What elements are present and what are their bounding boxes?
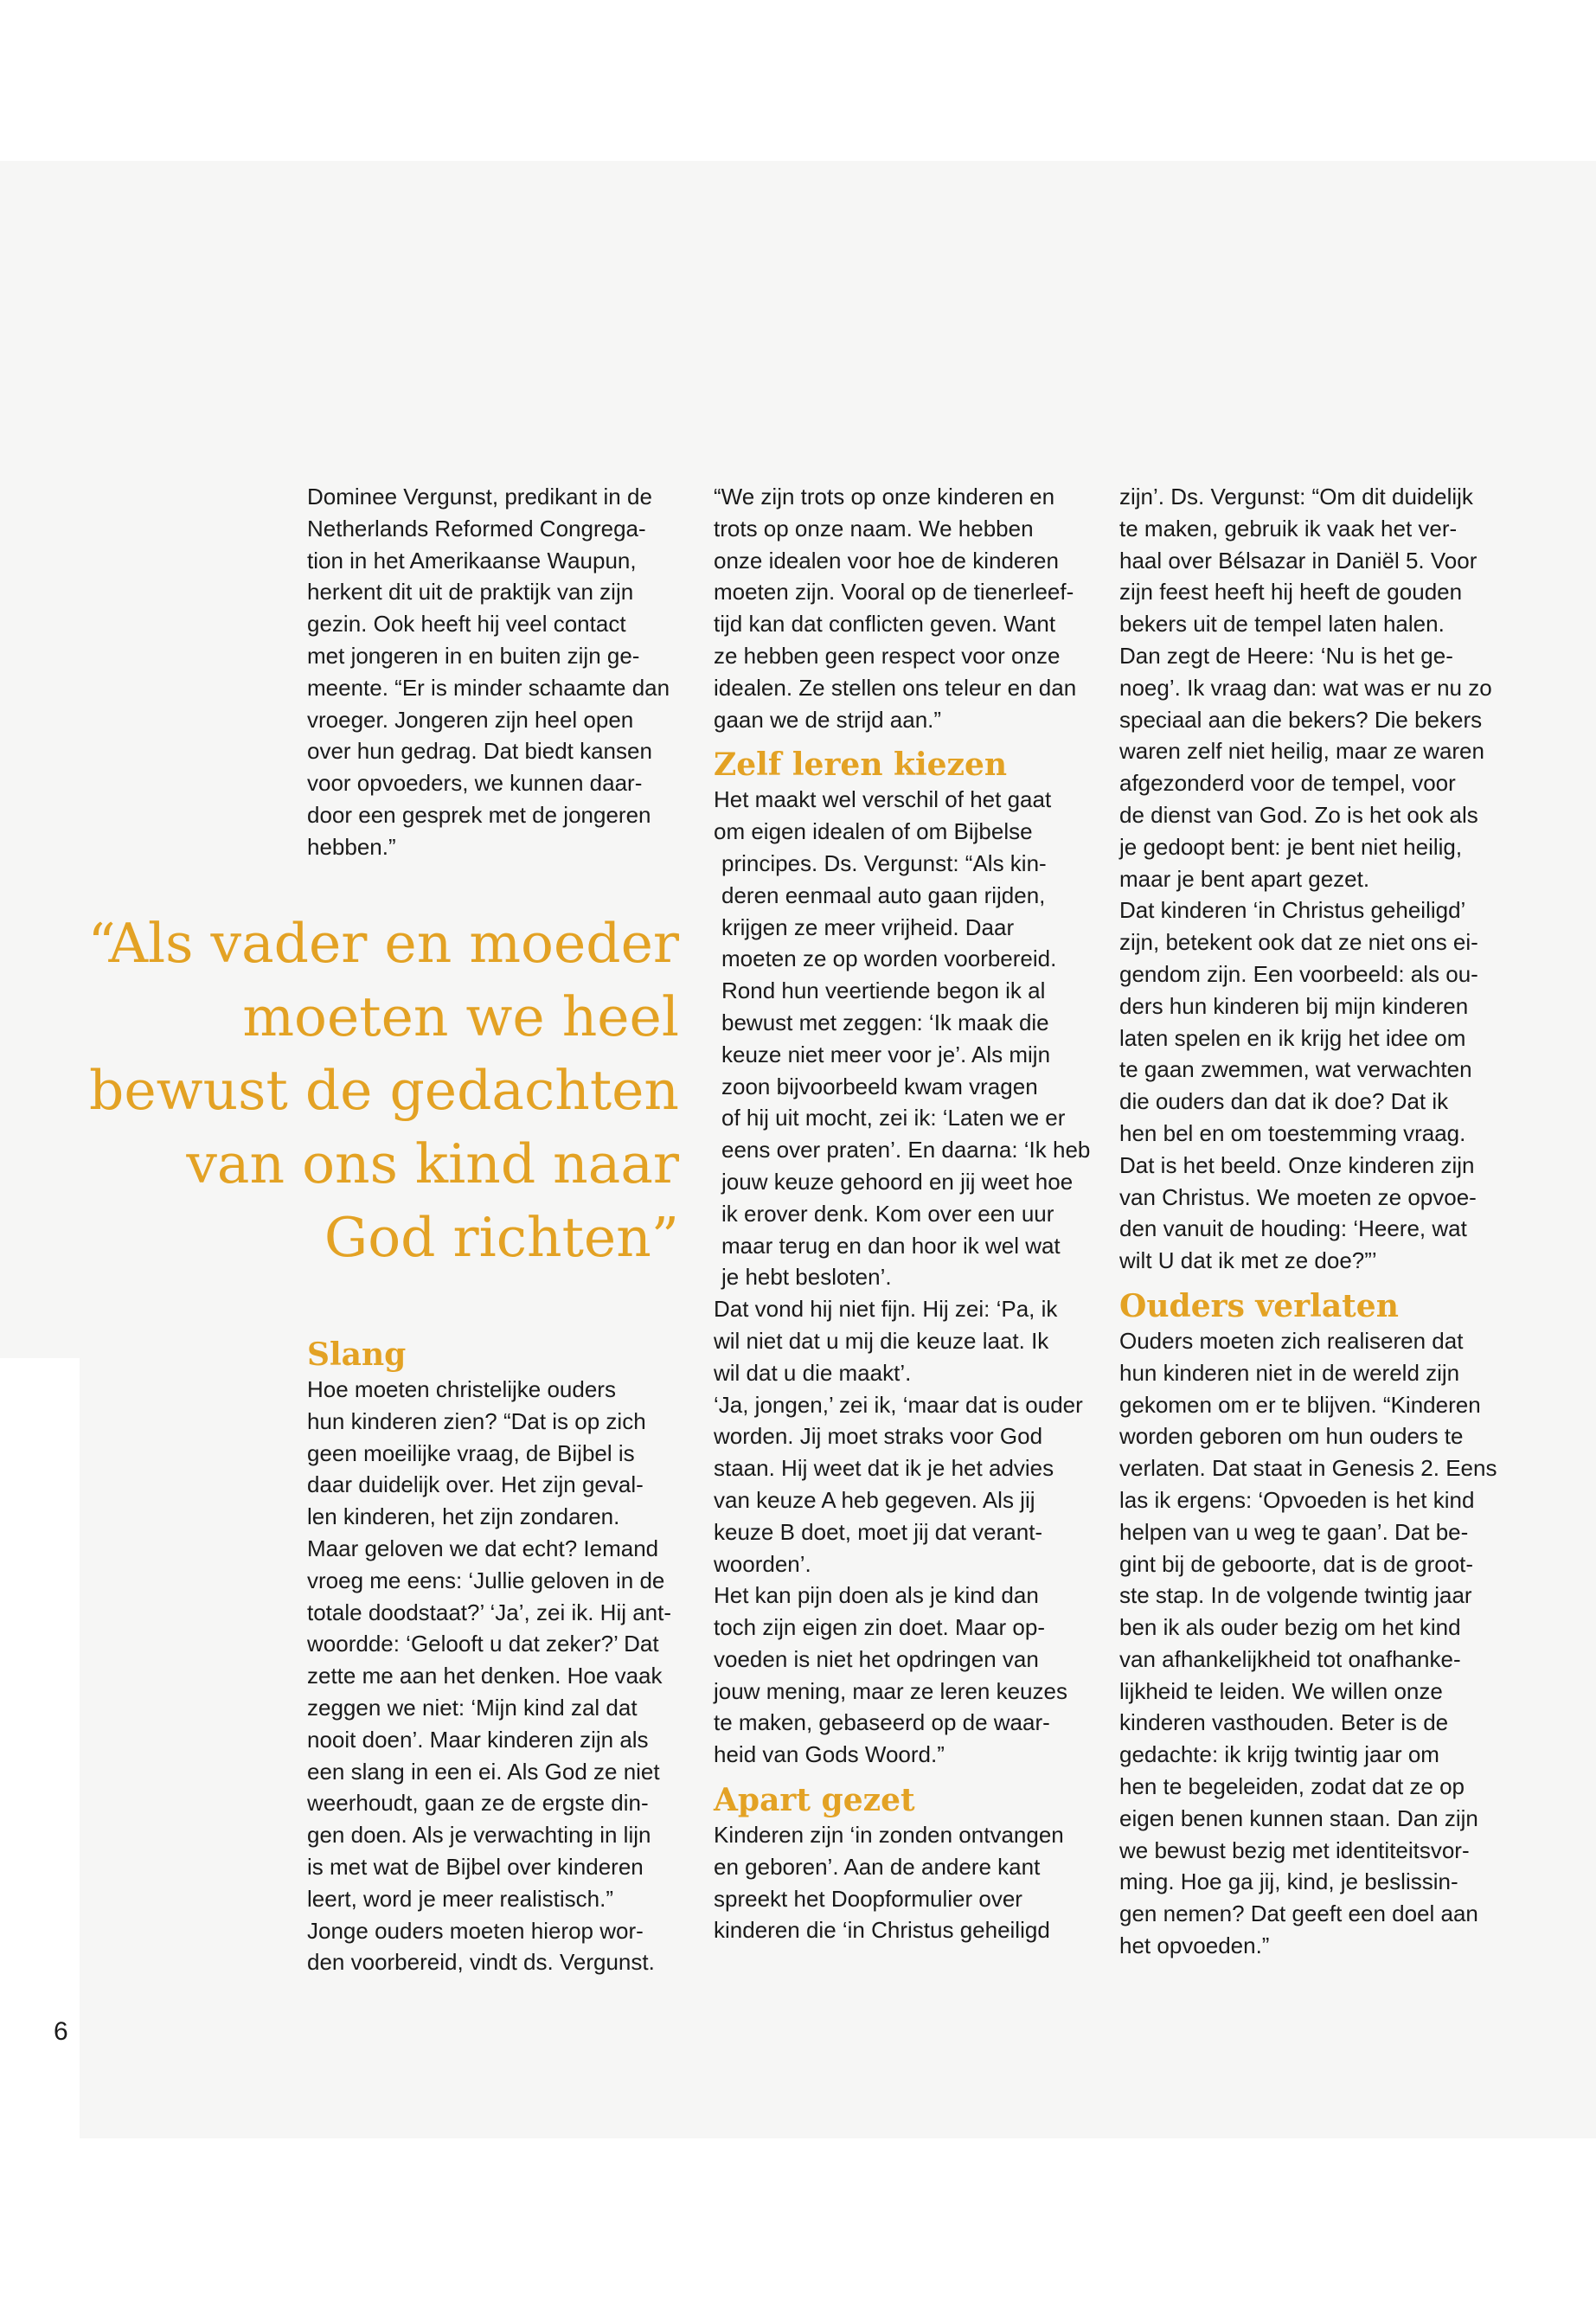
section-heading-ouders-verlaten: Ouders verlaten: [1119, 1287, 1399, 1324]
section-heading-slang: Slang: [307, 1336, 407, 1373]
column-2: [714, 481, 1094, 1946]
section-body-zelf-b: principes. Ds. Vergunst: “Als kin- deren eenmaal auto gaan rijden, krijgen ze meer vrijheid. Daar moeten ze op worden voorbereid. Rond hun veertiende begon ik al bewust met zeggen: ‘Ik maak die keuze niet meer voor je’. Als mijn zoon bijvoorbeeld kwam vragen of hij uit mocht, zei ik: ‘Laten we er eens over praten’. En daarna: ‘Ik heb jouw keuze gehoord en jij weet hoe ik erover denk. Kom over een uur maar terug en dan hoor ik wel wat je hebt besloten’.: [721, 849, 1091, 1291]
column-1-intro: [307, 481, 688, 863]
section-body-zelf-c: Dat vond hij niet fijn. Hij zei: ‘Pa, ik wil niet dat u mij die keuze laat. Ik wil dat u die maakt’. ‘Ja, jongen,’ zei ik, ‘maar dat is ouder worden. Jij moet straks voor God staan. Hij weet dat ik je het advies van keuze A heb gegeven. Als jij keuze B doet, moet jij dat verant- woorden’. Het kan pijn doen als je kind dan toch zijn eigen zin doet. Maar op- voeden is niet het opdringen van jouw mening, maar ze leren keuzes te maken, gebaseerd op de waar- heid van Gods Woord.”: [714, 1296, 1083, 1768]
column-3-intro: zijn’. Ds. Vergunst: “Om dit duidelijk te maken, gebruik ik vaak het ver- haal over Bélsazar in Daniël 5. Voor zijn feest heeft hij heeft de gouden bekers uit de tempel laten halen. Dan zegt de Heere: ‘Nu is het ge- noeg’. Ik vraag dan: wat was er nu zo speciaal aan die bekers? Die bekers waren zelf niet heilig, maar ze waren afgezonderd voor de tempel, voor de dienst van God. Zo is het ook als je gedoopt bent: je bent niet heilig, maar je bent apart gezet. Dat kinderen ‘in Christus geheiligd’ zijn, betekent ook dat ze niet ons ei- gendom zijn. Een voorbeeld: als ou- ders hun kinderen bij mijn kinderen laten spelen en ik krijg het idee om te gaan zwemmen, wat verwachten die ouders dan dat ik doe? Dat ik hen bel en om toestemming vraag. Dat is het beeld. Onze kinderen zijn van Christus. We moeten ze opvoe- den vanuit de houding: ‘Heere, wat wilt U dat ik met ze doe?”’: [1119, 484, 1492, 1274]
section-body-apart-gezet: Kinderen zijn ‘in zonden ontvangen en geboren’. Aan de andere kant spreekt het Doopformulier over kinderen die ‘in Christus geheiligd: [714, 1822, 1064, 1944]
column-2-intro: “We zijn trots op onze kinderen en trots op onze naam. We hebben onze idealen voor hoe de kinderen moeten zijn. Vooral op de tienerleef- tijd kan dat conflicten geven. Want ze hebben geen respect voor onze idealen. Ze stellen ons teleur en dan gaan we de strijd aan.”: [714, 484, 1077, 733]
intro-paragraph: Dominee Vergunst, predikant in de Netherlands Reformed Congrega- tion in het Amerikaanse Waupun, herkent dit uit de praktijk van zijn gezin. Ook heeft hij veel contact met jongeren in en buiten zijn ge- meente. “Er is minder schaamte dan vroeger. Jongeren zijn heel open over hun gedrag. Dat biedt kansen voor opvoeders, we kunnen daar- door een gesprek met de jongeren hebben.”: [307, 484, 670, 860]
section-heading-apart-gezet: Apart gezet: [714, 1782, 915, 1819]
section-body-zelf-a: Het maakt wel verschil of het gaat om eigen idealen of om Bijbelse: [714, 786, 1052, 845]
column-1-section-slang: [307, 1325, 688, 1978]
section-body-ouders-verlaten: Ouders moeten zich realiseren dat hun kinderen niet in de wereld zijn gekomen om er te blijven. “Kinderen worden geboren om hun ouders te verlaten. Dat staat in Genesis 2. Eens las ik ergens: ‘Opvoeden is het kind helpen van u weg te gaan’. Dat be- gint bij de geboorte, dat is de groot- ste stap. In de volgende twintig jaar ben ik als ouder bezig om het kind van afhankelijkheid tot onafhanke- lijkheid te leiden. We willen onze kinderen vasthouden. Beter is de gedachte: ik krijg twintig jaar om hen te begeleiden, zodat dat ze op eigen benen kunnen staan. Dan zijn we bewust bezig met identiteitsvor- ming. Hoe ga jij, kind, je beslissin- gen nemen? Dat geeft een doel aan het opvoeden.”: [1119, 1327, 1497, 1959]
pull-quote: “Als vader en moeder moeten we heel bewust de gedachten van ons kind naar God richten”: [87, 912, 679, 1269]
column-3: [1119, 481, 1500, 1962]
section-heading-zelf-leren-kiezen: Zelf leren kiezen: [714, 747, 1008, 784]
section-body-slang: Hoe moeten christelijke ouders hun kinderen zien? “Dat is op zich geen moeilijke vraag, de Bijbel is daar duidelijk over. Het zijn geval- len kinderen, het zijn zondaren. Maar geloven we dat echt? Iemand vroeg me eens: ‘Jullie geloven in de totale doodstaat?’ ‘Ja’, zei ik. Hij ant- woordde: ‘Gelooft u dat zeker?’ Dat zette me aan het denken. Hoe vaak zeggen we niet: ‘Mijn kind zal dat nooit doen’. Maar kinderen zijn als een slang in een ei. Als God ze niet weerhoudt, gaan ze de ergste din- gen doen. Als je verwachting in lijn is met wat de Bijbel over kinderen leert, word je meer realistisch.” Jonge ouders moeten hierop wor- den voorbereid, vindt ds. Vergunst.: [307, 1376, 672, 1976]
page-number: 6: [54, 2017, 68, 2046]
